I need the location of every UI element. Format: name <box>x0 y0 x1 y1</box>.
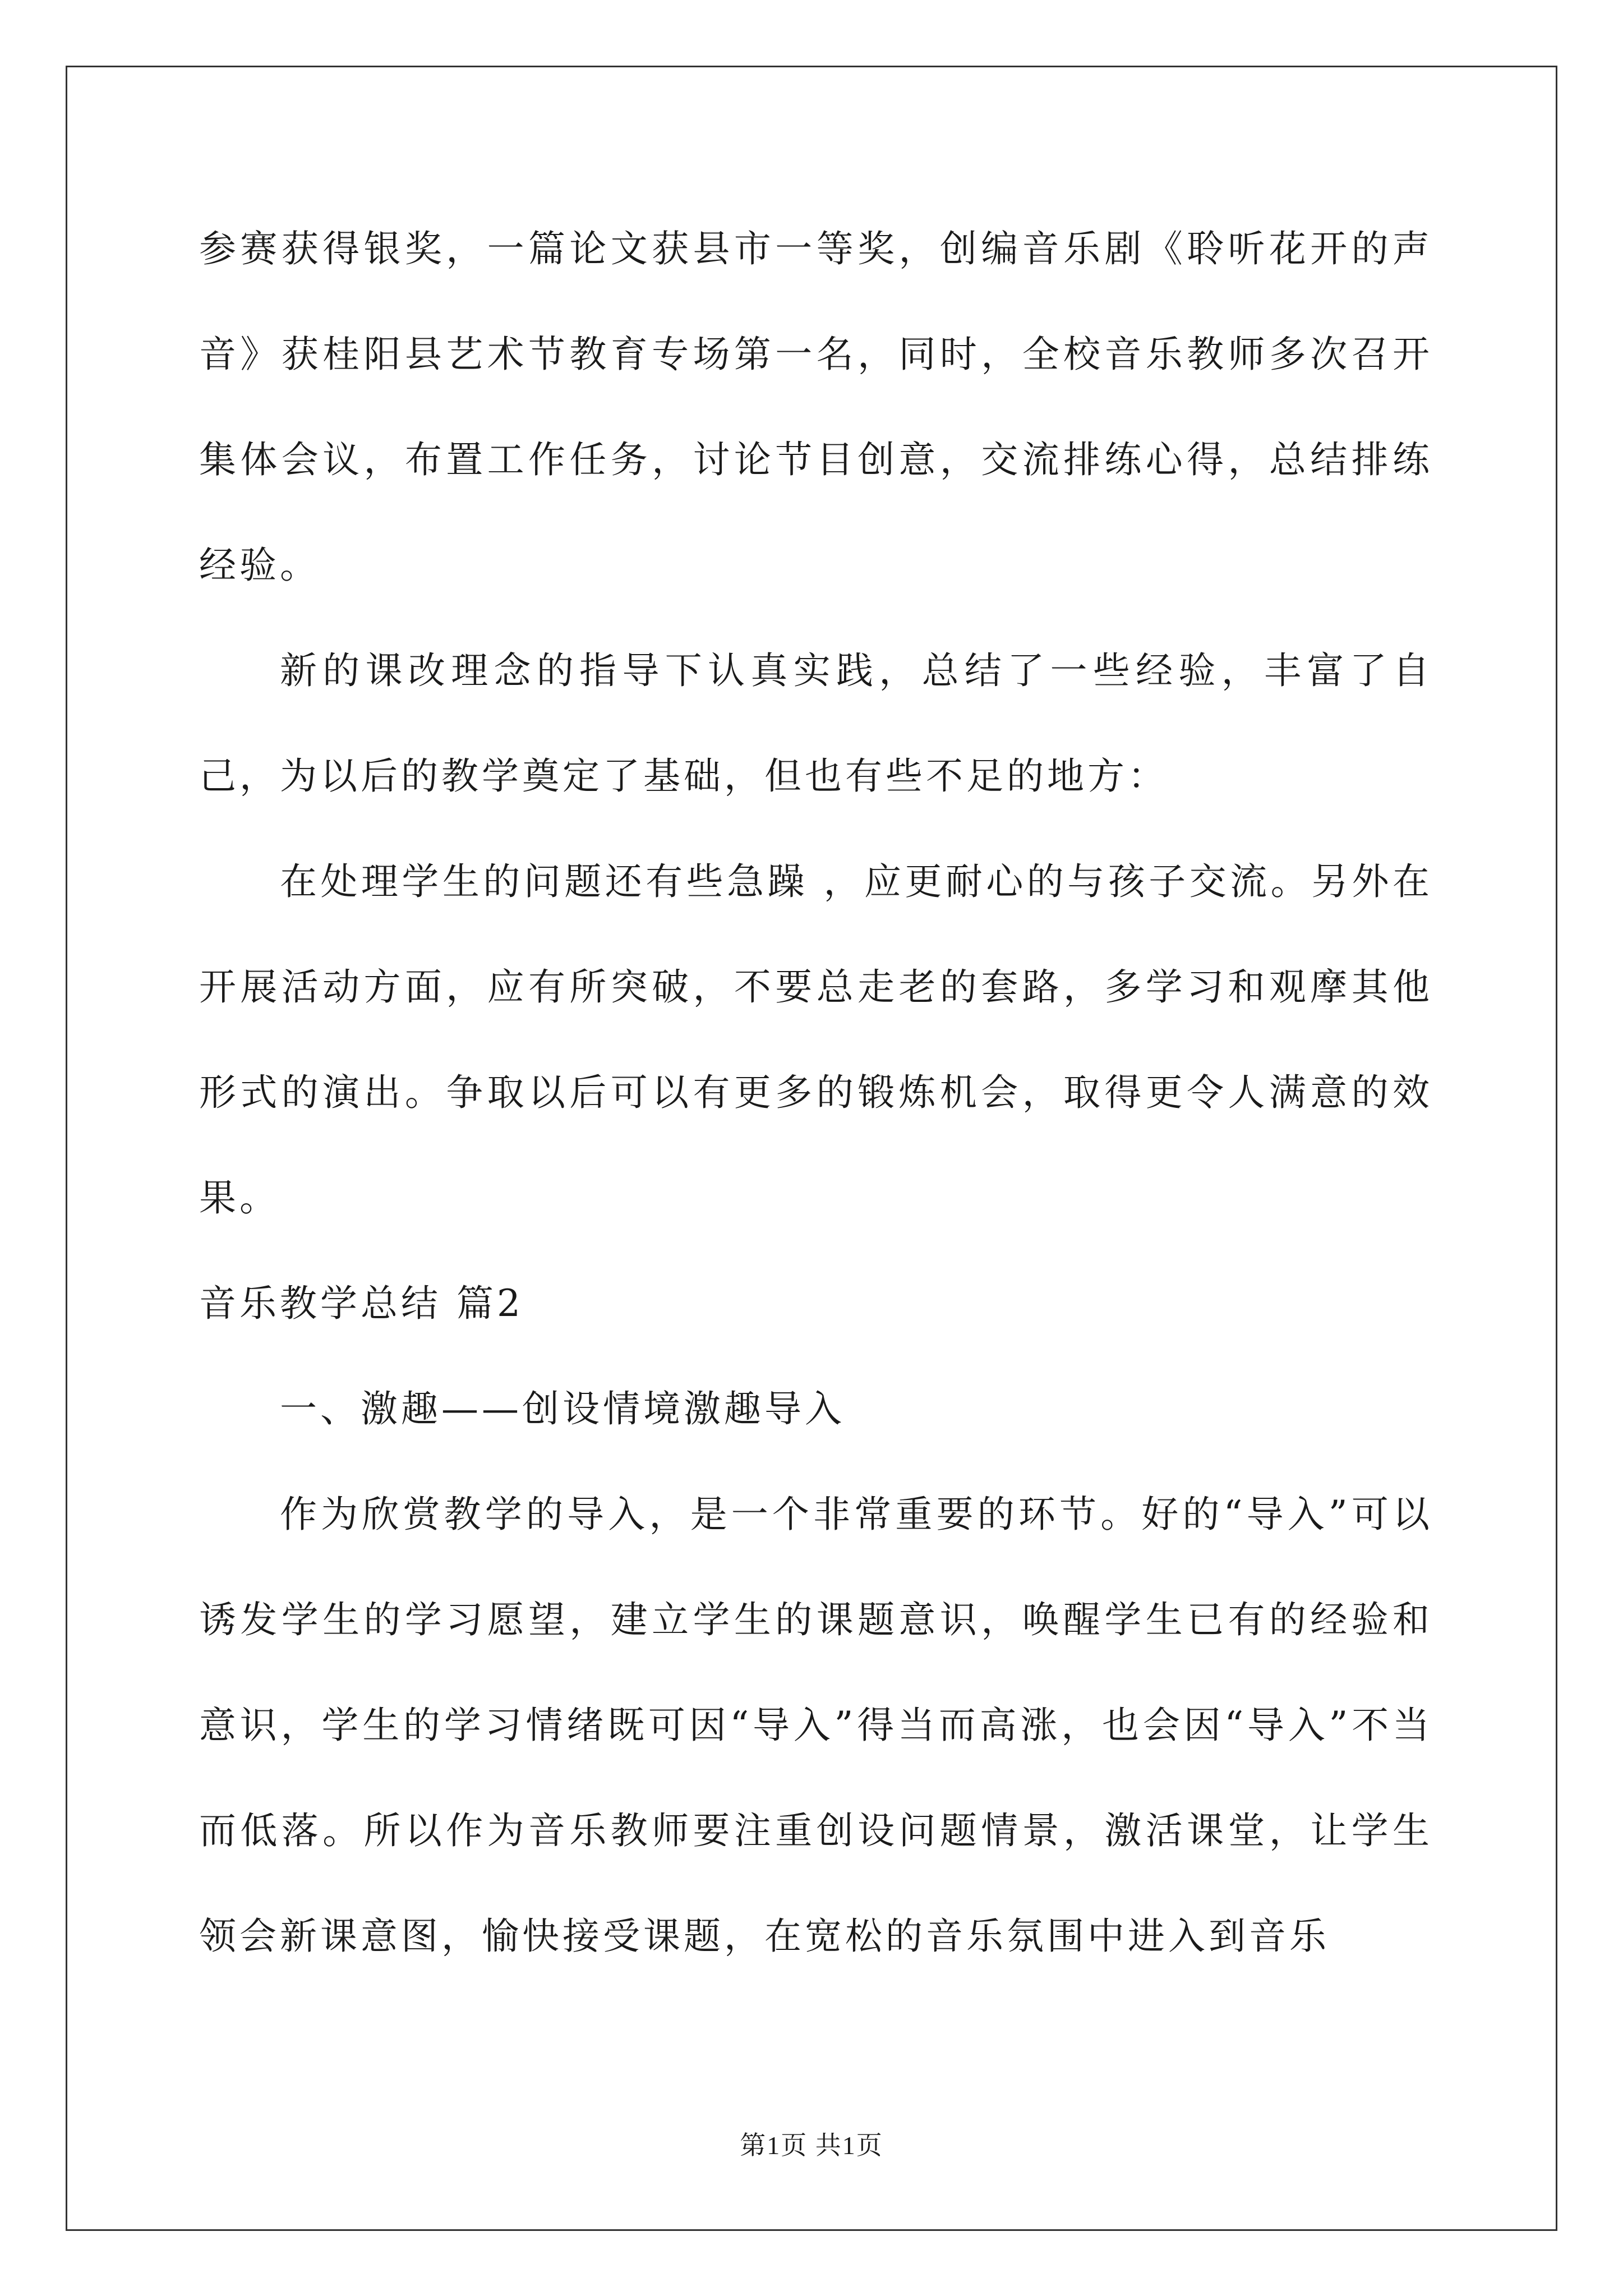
paragraph-awards: 参赛获得银奖，一篇论文获县市一等奖，创编音乐剧《聆听花开的声音》获桂阳县艺术节教育专场第一名，同时，全校音乐教师多次召开集体会议，布置工作任务，讨论节目创意，交流排练心得，总结排练经验。 <box>199 227 1433 587</box>
paragraph-introduction: 作为欣赏教学的导入，是一个非常重要的环节。好的“导入”可以诱发学生的学习愿望，建立学生的课题意识，唤醒学生已有的经验和意识，学生的学习情绪既可因“导入”得当而高涨，也会因“导入”不当而低落。所以作为音乐教师要注重创设问题情景，激活课堂，让学生领会新课意图，愉快接受课题，在宽松的音乐氛围中进入到音乐 <box>199 1493 1433 1958</box>
paragraph-shortcomings: 在处理学生的问题还有些急躁 ，应更耐心的与孩子交流。另外在开展活动方面，应有所突破，不要总走老的套路，多学习和观摩其他形式的演出。争取以后可以有更多的锻炼机会，取得更令人满意的效果。 <box>199 860 1433 1220</box>
paragraph-reform: 新的课改理念的指导下认真实践，总结了一些经验，丰富了自己，为以后的教学奠定了基础，但也有些不足的地方： <box>199 649 1433 798</box>
document-body <box>199 196 1433 1989</box>
page-footer: 第1页 共1页 <box>740 2131 883 2160</box>
section-heading: 音乐教学总结 篇2 <box>199 1282 524 1325</box>
subsection-heading: 一、激趣——创设情境激趣导入 <box>280 1387 845 1430</box>
